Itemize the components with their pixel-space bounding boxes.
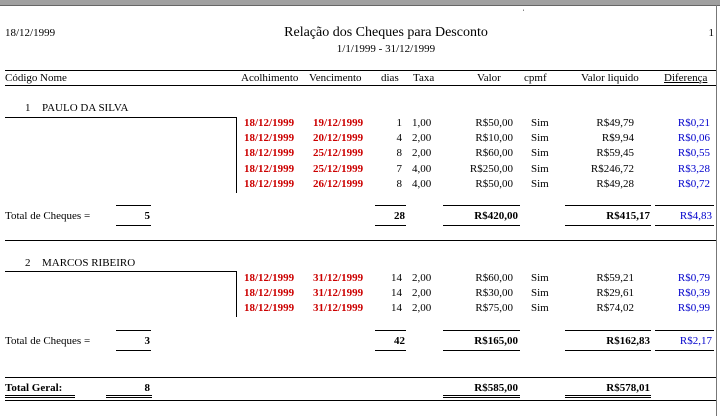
cell-diferenca: R$0,21 [677,117,710,129]
window-right-border [716,5,717,416]
grand-total-count: 8 [144,382,150,394]
cell-valor: R$50,00 [475,178,513,190]
group-name: PAULO DA SILVA [42,102,129,114]
grand-total-underline [5,395,75,396]
col-acolhimento: Acolhimento [241,72,299,84]
grand-total-underline [565,395,651,396]
subtotal-rule [443,330,520,331]
subtotal-valor: R$420,00 [474,210,518,222]
cell-cpmf: Sim [531,163,549,175]
subtotal-diferenca: R$4,83 [679,210,712,222]
report-date: 18/12/1999 [5,27,56,39]
subtotal-rule [375,205,406,206]
cell-diferenca: R$0,72 [677,178,710,190]
ruler-tick: ˈ [522,8,525,18]
subtotal-diferenca: R$2,17 [679,335,712,347]
cell-vencimento: 25/12/1999 [313,163,364,175]
cell-acolhimento: 18/12/1999 [244,163,295,175]
grand-total-underline [5,397,75,398]
cell-taxa: 2,00 [412,147,432,159]
col-cpmf: cpmf [524,72,547,84]
cell-cpmf: Sim [531,287,549,299]
group-bracket-top [5,271,236,272]
group-name: MARCOS RIBEIRO [42,257,136,269]
cell-liquido: R$74,02 [596,302,634,314]
subtotal-rule [655,330,714,331]
subtotal-rule [116,205,151,206]
cell-vencimento: 31/12/1999 [313,272,364,284]
cell-valor: R$30,00 [475,287,513,299]
col-diferenca: Diferença [664,72,708,84]
grand-total-top-rule [5,377,716,378]
cell-valor: R$50,00 [475,117,513,129]
grand-total-bottom-rule [5,400,716,401]
subtotal-dias: 28 [394,210,405,222]
cell-dias: 1 [396,117,402,129]
subtotal-rule [116,330,151,331]
subtotal-rule [565,225,651,226]
col-taxa: Taxa [413,72,435,84]
subtotal-rule [443,205,520,206]
subtotal-rule [655,205,714,206]
group-bracket-side [236,271,237,317]
cell-acolhimento: 18/12/1999 [244,132,295,144]
cell-liquido: R$9,94 [601,132,634,144]
subtotal-rule [116,225,151,226]
subtotal-rule [375,225,406,226]
cell-acolhimento: 18/12/1999 [244,147,295,159]
cell-diferenca: R$0,06 [677,132,710,144]
cell-vencimento: 19/12/1999 [313,117,364,129]
cell-dias: 14 [391,287,402,299]
cell-vencimento: 25/12/1999 [313,147,364,159]
page-number: 1 [708,27,714,39]
subtotal-rule [375,350,406,351]
cell-cpmf: Sim [531,302,549,314]
cell-taxa: 4,00 [412,163,432,175]
subtotal-rule [116,350,151,351]
cell-vencimento: 20/12/1999 [313,132,364,144]
cell-vencimento: 31/12/1999 [313,287,364,299]
grand-total-valor: R$585,00 [474,382,518,394]
cell-dias: 8 [396,147,402,159]
subtotal-rule [565,205,651,206]
col-nome: Nome [40,72,67,84]
cell-cpmf: Sim [531,117,549,129]
cell-dias: 14 [391,272,402,284]
cell-acolhimento: 18/12/1999 [244,272,295,284]
cell-valor: R$10,00 [475,132,513,144]
subtotal-rule [655,225,714,226]
cell-taxa: 4,00 [412,178,432,190]
cell-vencimento: 26/12/1999 [313,178,364,190]
cell-acolhimento: 18/12/1999 [244,178,295,190]
col-codigo: Código [5,72,38,84]
grand-total-underline [443,397,520,398]
col-valor-liquido: Valor liquido [581,72,639,84]
report-period: 1/1/1999 - 31/12/1999 [336,43,436,55]
subtotal-label: Total de Cheques = [5,210,91,222]
header-bottom-rule [5,85,716,86]
subtotal-rule [375,330,406,331]
subtotal-liquido: R$415,17 [606,210,650,222]
cell-liquido: R$49,28 [596,178,634,190]
cell-vencimento: 31/12/1999 [313,302,364,314]
cell-acolhimento: 18/12/1999 [244,287,295,299]
col-dias: dias [381,72,399,84]
cell-cpmf: Sim [531,272,549,284]
cell-cpmf: Sim [531,132,549,144]
cell-valor: R$75,00 [475,302,513,314]
cell-valor: R$60,00 [475,272,513,284]
cell-acolhimento: 18/12/1999 [244,117,295,129]
grand-total-liquido: R$578,01 [606,382,650,394]
cell-diferenca: R$0,55 [677,147,710,159]
cell-taxa: 1,00 [412,117,432,129]
cell-taxa: 2,00 [412,272,432,284]
cell-dias: 7 [396,163,402,175]
subtotal-dias: 42 [394,335,405,347]
cell-cpmf: Sim [531,178,549,190]
cell-taxa: 2,00 [412,287,432,299]
report-title: Relação dos Cheques para Desconto [284,25,488,40]
cell-liquido: R$59,45 [596,147,634,159]
col-valor: Valor [477,72,501,84]
cell-valor: R$250,00 [469,163,513,175]
cell-liquido: R$49,79 [596,117,634,129]
cell-valor: R$60,00 [475,147,513,159]
cell-diferenca: R$0,39 [677,287,710,299]
window-top-bar [0,0,720,6]
cell-liquido: R$59,21 [596,272,634,284]
grand-total-underline [565,397,651,398]
cell-liquido: R$29,61 [596,287,634,299]
group-code: 1 [25,102,31,114]
subtotal-valor: R$165,00 [474,335,518,347]
cell-dias: 8 [396,178,402,190]
grand-total-underline [106,395,152,396]
cell-liquido: R$246,72 [590,163,634,175]
cell-cpmf: Sim [531,147,549,159]
col-vencimento: Vencimento [309,72,362,84]
cell-taxa: 2,00 [412,302,432,314]
subtotal-rule [565,350,651,351]
cell-diferenca: R$0,79 [677,272,710,284]
cell-acolhimento: 18/12/1999 [244,302,295,314]
subtotal-liquido: R$162,83 [606,335,650,347]
grand-total-underline [443,395,520,396]
subtotal-count: 3 [144,335,150,347]
header-top-rule [5,70,716,71]
subtotal-rule [443,350,520,351]
cell-diferenca: R$3,28 [677,163,710,175]
subtotal-rule [565,330,651,331]
subtotal-rule [443,225,520,226]
group-bracket-side [236,117,237,193]
subtotal-label: Total de Cheques = [5,335,91,347]
grand-total-underline [106,397,152,398]
group-separator [5,240,716,241]
cell-taxa: 2,00 [412,132,432,144]
subtotal-count: 5 [144,210,150,222]
grand-total-label: Total Geral: [5,382,63,394]
cell-dias: 14 [391,302,402,314]
group-code: 2 [25,257,31,269]
subtotal-rule [655,350,714,351]
group-bracket-top [5,117,236,118]
cell-dias: 4 [396,132,402,144]
cell-diferenca: R$0,99 [677,302,710,314]
